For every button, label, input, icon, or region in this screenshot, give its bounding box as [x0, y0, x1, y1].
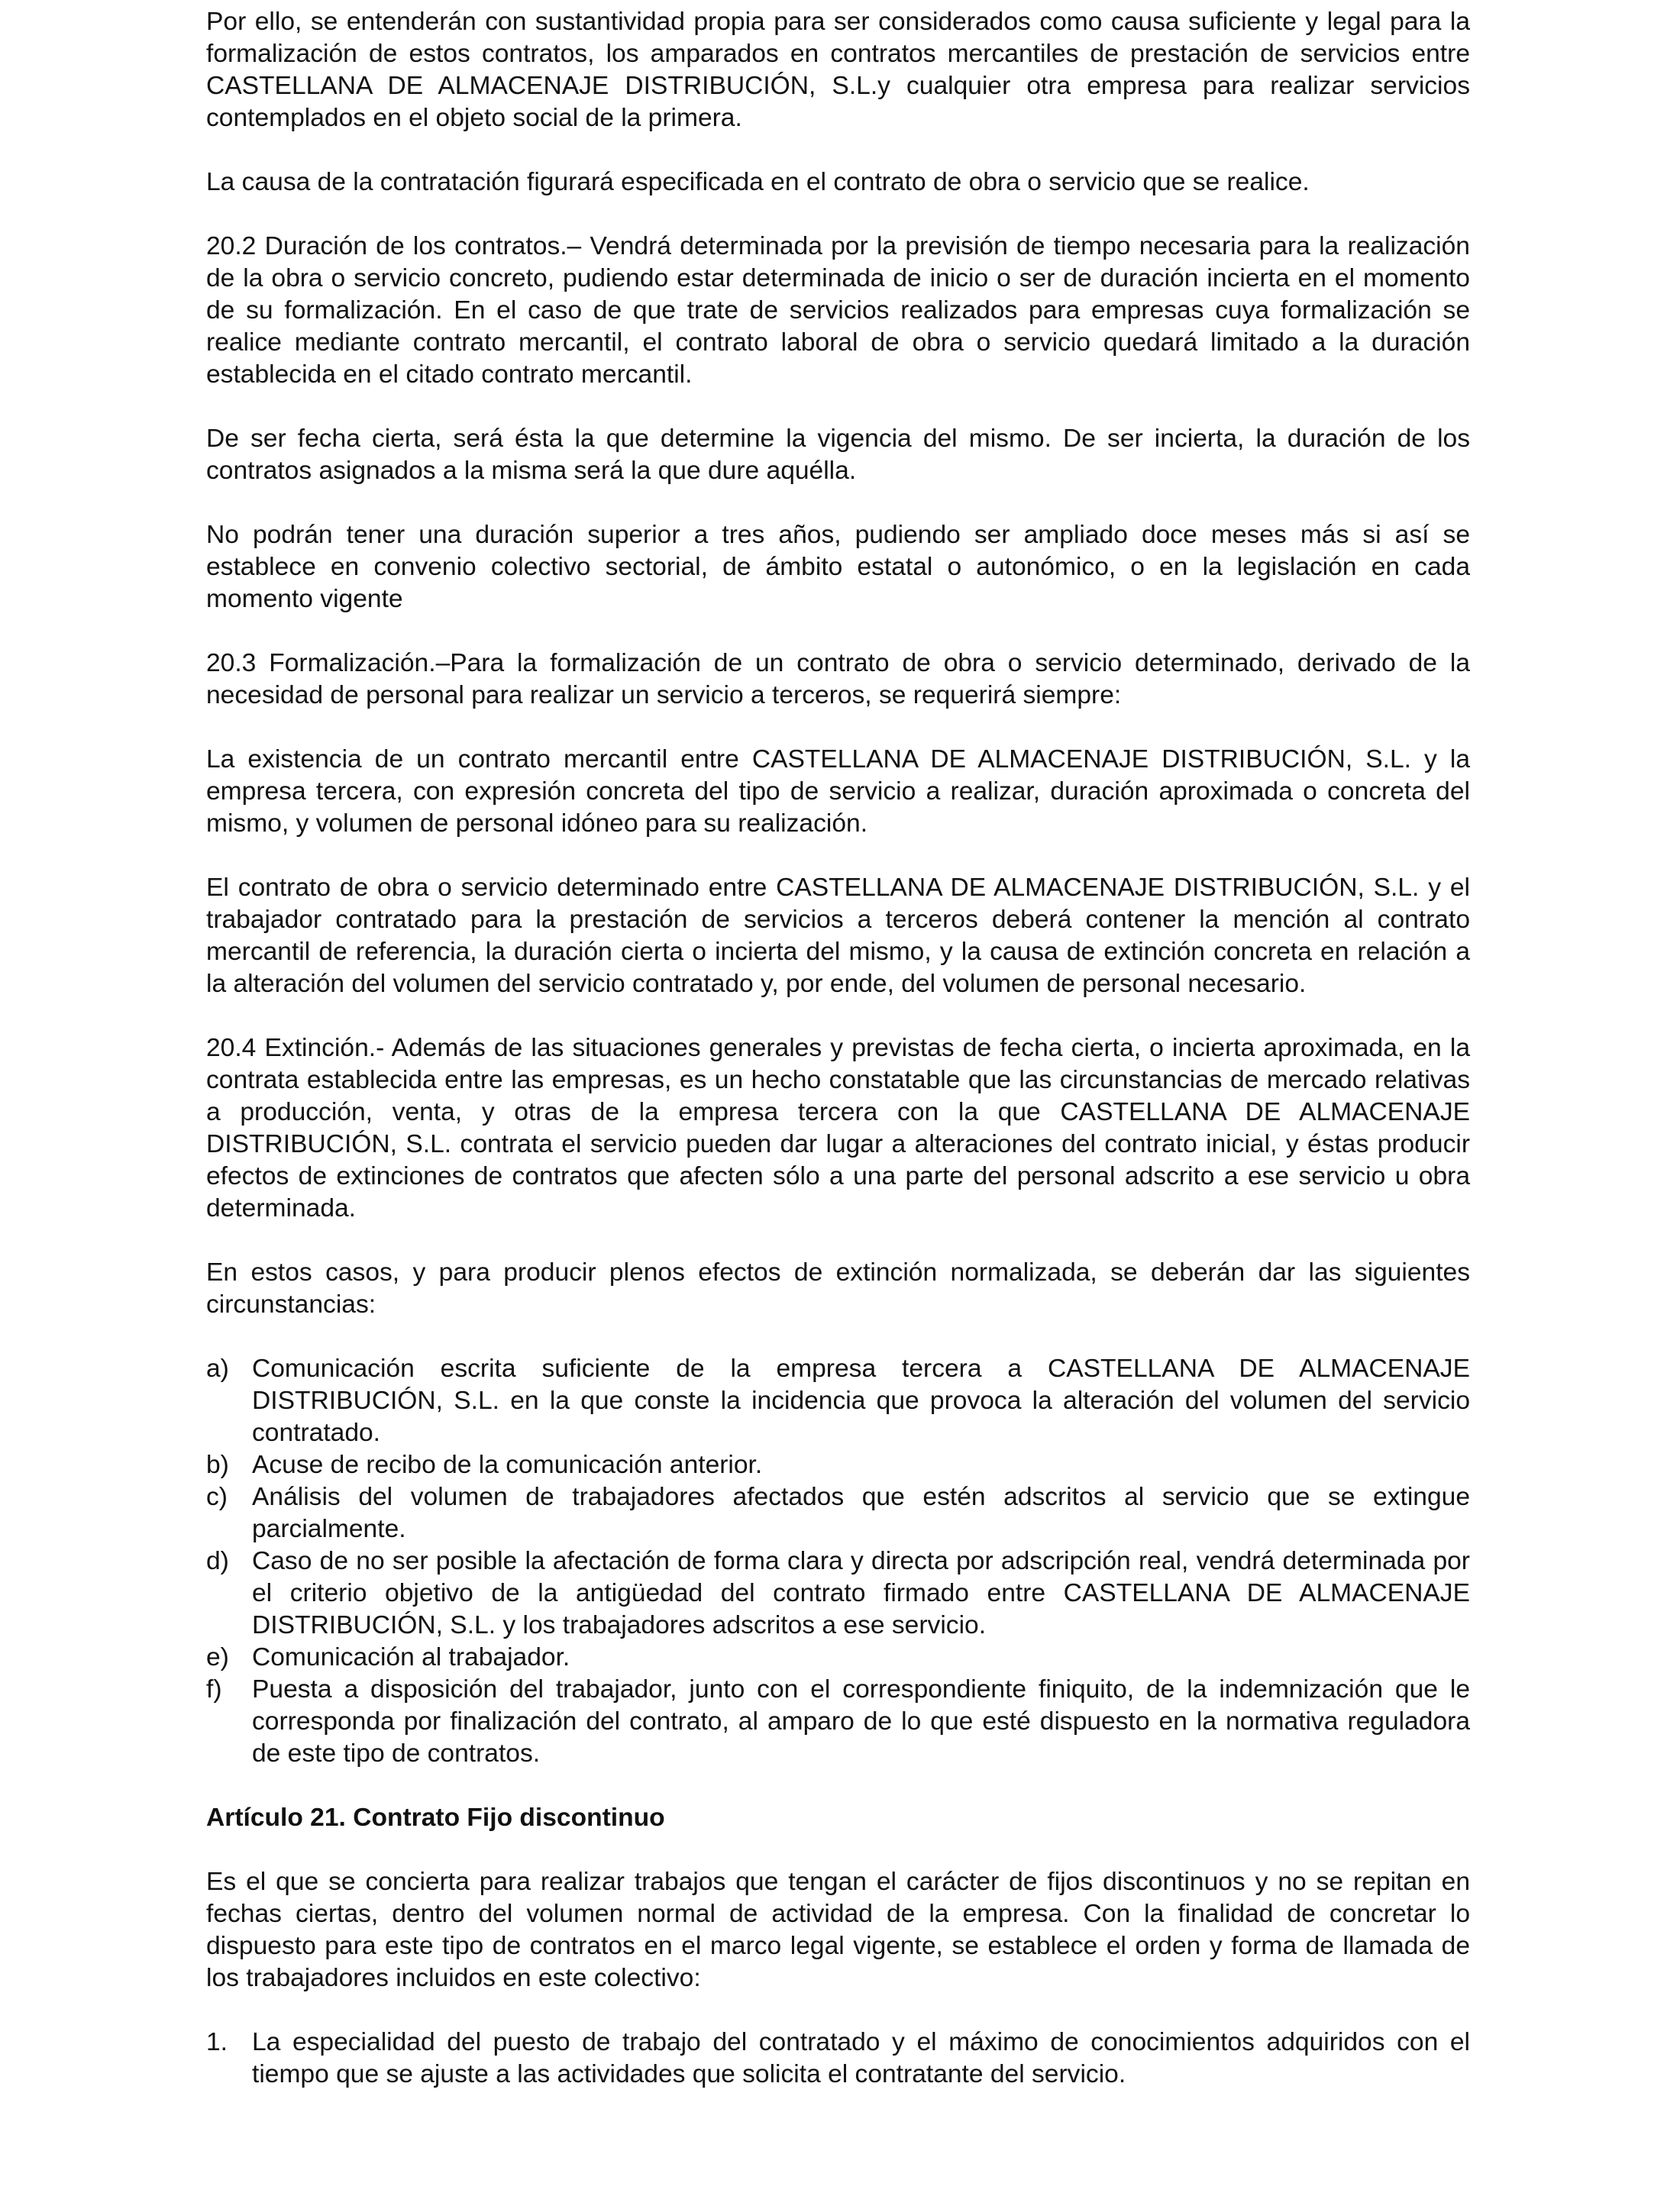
paragraph-contrato-obra: El contrato de obra o servicio determinado entre CASTELLANA DE ALMACENAJE DISTRIBUCIÓN, S.L. y el trabajador contratado para la prestación de servicios a terceros deberá contener la mención al contrato mercantil de referencia, la duración cierta o incierta del mismo, y la causa de extinción concreta en relación a la alteración del volumen del servicio contratado y, por ende, del volumen de personal necesario.	[206, 874, 1470, 998]
list-marker: 1.	[206, 2028, 228, 2056]
document-page	[206, 6, 1470, 2091]
list-item	[206, 1449, 1470, 1481]
list-marker: e)	[206, 1643, 229, 1671]
list-item-text: Puesta a disposición del trabajador, junto con el correspondiente finiquito, de la indemnización que le corresponda por finalización del contrato, al amparo de lo que esté dispuesto en la normativa reguladora de este tipo de contratos.	[252, 1675, 1470, 1768]
list-item-text: Comunicación al trabajador.	[252, 1643, 570, 1671]
paragraph-article-21-intro: Es el que se concierta para realizar trabajos que tengan el carácter de fijos discontinuos y no se repitan en fechas ciertas, dentro del volumen normal de actividad de la empresa. Con la finalidad de concretar lo dispuesto para este tipo de contratos en el marco legal vigente, se establece el orden y forma de llamada de los trabajadores incluidos en este colectivo:	[206, 1868, 1470, 1992]
paragraph-fecha-cierta: De ser fecha cierta, será ésta la que determine la vigencia del mismo. De ser incierta, la duración de los contratos asignados a la misma será la que dure aquélla.	[206, 425, 1470, 485]
list-item-text: Análisis del volumen de trabajadores afectados que estén adscritos al servicio que se extingue parcialmente.	[252, 1483, 1470, 1543]
list-item	[206, 1642, 1470, 1674]
article-21-heading: Artículo 21. Contrato Fijo discontinuo	[206, 1804, 665, 1832]
paragraph-duracion-maxima: No podrán tener una duración superior a tres años, pudiendo ser ampliado doce meses más si así se establece en convenio colectivo sectorial, de ámbito estatal o autonómico, o en la legislación en cada momento vigente	[206, 521, 1470, 613]
list-item-text: Acuse de recibo de la comunicación anterior.	[252, 1451, 763, 1479]
list-item	[206, 1481, 1470, 1545]
paragraph-causa-contratacion: La causa de la contratación figurará especificada en el contrato de obra o servicio que se realice.	[206, 168, 1310, 196]
paragraph-duracion-contratos: 20.2 Duración de los contratos.– Vendrá determinada por la previsión de tiempo necesaria para la realización de la obra o servicio concreto, pudiendo estar determinada de inicio o ser de duración incierta en el momento de su formalización. En el caso de que trate de servicios realizados para empresas cuya formalización se realice mediante contrato mercantil, el contrato laboral de obra o servicio quedará limitado a la duración establecida en el citado contrato mercantil.	[206, 232, 1470, 389]
list-item	[206, 1674, 1470, 1770]
list-marker: f)	[206, 1675, 222, 1704]
list-item	[206, 1353, 1470, 1449]
list-marker: c)	[206, 1483, 228, 1511]
list-marker: d)	[206, 1547, 229, 1575]
paragraph-causa-suficiente: Por ello, se entenderán con sustantividad propia para ser considerados como causa suficiente y legal para la formalización de estos contratos, los amparados en contratos mercantiles de prestación de servicios entre CASTELLANA DE ALMACENAJE DISTRIBUCIÓN, S.L.y cualquier otra empresa para realizar servicios contemplados en el objeto social de la primera.	[206, 8, 1470, 132]
circunstancias-list	[206, 1353, 1470, 1770]
paragraph-extincion: 20.4 Extinción.- Además de las situaciones generales y previstas de fecha cierta, o incierta aproximada, en la contrata establecida entre las empresas, es un hecho constatable que las circunstancias de mercado relativas a producción, venta, y otras de la empresa tercera con la que CASTELLANA DE ALMACENAJE DISTRIBUCIÓN, S.L. contrata el servicio pueden dar lugar a alteraciones del contrato inicial, y éstas producir efectos de extinciones de contratos que afecten sólo a una parte del personal adscrito a ese servicio u obra determinada.	[206, 1034, 1470, 1222]
list-item-text: Comunicación escrita suficiente de la empresa tercera a CASTELLANA DE ALMACENAJE DISTRIBUCIÓN, S.L. en la que conste la incidencia que provoca la alteración del volumen del servicio contratado.	[252, 1355, 1470, 1447]
list-item-text: La especialidad del puesto de trabajo del contratado y el máximo de conocimientos adquiridos con el tiempo que se ajuste a las actividades que solicita el contratante del servicio.	[252, 2028, 1470, 2088]
list-marker: b)	[206, 1451, 229, 1479]
llamada-criteria-list	[206, 2027, 1470, 2091]
list-marker: a)	[206, 1355, 229, 1383]
list-item	[206, 2027, 1470, 2091]
list-item-text: Caso de no ser posible la afectación de forma clara y directa por adscripción real, vendrá determinada por el criterio objetivo de la antigüedad del contrato firmado entre CASTELLANA DE ALMACENAJE DISTRIBUCIÓN, S.L. y los trabajadores adscritos a ese servicio.	[252, 1547, 1470, 1639]
paragraph-formalizacion: 20.3 Formalización.–Para la formalización de un contrato de obra o servicio determinado, derivado de la necesidad de personal para realizar un servicio a terceros, se requerirá siempre:	[206, 649, 1470, 709]
paragraph-contrato-mercantil: La existencia de un contrato mercantil entre CASTELLANA DE ALMACENAJE DISTRIBUCIÓN, S.L. y la empresa tercera, con expresión concreta del tipo de servicio a realizar, duración aproximada o concreta del mismo, y volumen de personal idóneo para su realización.	[206, 745, 1470, 838]
list-item	[206, 1545, 1470, 1642]
paragraph-circunstancias-intro: En estos casos, y para producir plenos efectos de extinción normalizada, se deberán dar las siguientes circunstancias:	[206, 1258, 1470, 1319]
